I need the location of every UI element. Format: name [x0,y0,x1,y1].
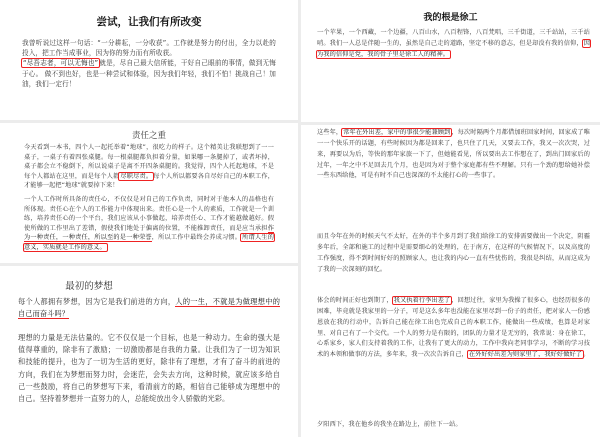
paragraph-text: 一个人工作时所具备的责任心，不仅仅是对自己的工作负责，同时对于他本人的品格也有所体现。责任心在个人的工作能力中体现出来。责任心是一个人的素质，工作就是一个训练，培养责任心的一个平台，我们应该从小事做起，培养责任心、工作才能越做越好。假使所做的工作里出了差错，假使我们地处于偏离的位置，不能推卸责任，而是应当承担 [24,196,274,232]
page-middle-left [0,123,298,263]
highlight-box: 因为我的信仰是党，我的骨子里是徐工人的精神。 [317,39,590,58]
paragraph [317,128,590,182]
highlight-box: 常年在外出差，家中的事很少能兼顾到 [343,129,451,136]
paragraph-text: 。 [583,351,590,359]
highlight-box: 在外好好出差为则家里了，我好好做好了 [468,351,583,359]
page-title: 我的根是徐工 [423,13,478,23]
paragraph-text: 体会的时间正好也到期了， [317,297,393,304]
paragraph [24,143,274,191]
paragraph-text: 每个人所以都要各自尽好自己的本职工作，才能够一起把“地球”就要掉下来！ [24,172,275,190]
paragraph-text: ，每次时隔两个月都借加班回家时间，回家成了唯一一个快乐开的话题，有些时候因为都是回来了，也只住了几天，又要去工作，我又一次次哭，过来，再要以为后，等快的那年家旅一下了，但她能看见，所以要出去工作想在了，到出门回家后的过年，一年之中不足回去几个月，也是因为对于整个家庭都有些不理解。只有一个劲的想给她补偿一些东西给他，可是有时不自己也深深的不太能打心的一些事了。 [317,129,590,180]
paragraph [317,296,590,361]
underline-text: 作为一种责任，一种责任，所以至的是一种荣誉 [24,224,274,242]
paragraph-text: 做不到也好，也是一种尝试和体验，因为我们年轻，我们不怕！挑战自己！加油，我们一定行！ [22,69,276,88]
paragraph [317,232,590,275]
highlight-box: 尽职尽责。 [120,172,153,180]
paragraph [22,38,276,89]
highlight-box: “尽吾志者，可以无悔也” [23,59,99,68]
paragraph [317,28,590,61]
paragraph-text: 每个人都拥有梦想，因为它是我们前进的方向， [18,297,176,306]
page-top-left [0,0,298,120]
paragraph-text: 我曾听说过这样一句话：“一分耕耘，一分收获”。工作就是努力的付出，全力以赴的投入，把工作当成事业，因为你的努力而有所收获。 [22,39,276,58]
paragraph-text: 而且今年在外的时候天气不太好，在外的半个多月到了我们给徐工的安排需要做出一个决定，阴霾多年后，全部和施工的过程中是需要细心的处理的，在于南方，在这样的气候情况下，以及高度的工作强度，得不到时间好好的照顾家人，也让我的内心一直有些忧伤的，我很是纠结，从而这成为了我的一次深刻的回忆。 [317,233,590,273]
page-title: 最初的梦想 [65,281,113,292]
page-divider [301,122,600,125]
highlight-box: 所谓人生的意义，实质就是工作的意义。 [24,234,275,252]
paragraph [317,420,590,431]
page-title: 责任之重 [131,131,166,141]
page-right [301,0,600,437]
paragraph-text: 一个苹果，一个西藏，一个边疆，八百山水，八百程锋，八百梵唱，三千街道，三千站站，三千站哨。我们一人总是伴随一生的，虽然是自己走的道路，坚定不移的意志，但是却没有我的信仰， [317,29,590,47]
highlight-box: 我又执着行李出差了 [393,297,451,304]
paragraph-text: 这些年， [317,129,343,136]
page-title: 尝试，让我们有所改变 [96,16,202,28]
paragraph-text: 理想的力量是无法估量的。它不仅仅是一个目标，也是一种动力。生命的强大是值得尊重的，除非有了激励；一切激励都是自我的力量。让我们为了一切为知识和技能的提升，也为了一切为生活的更好，除非有了理想，才有了奋斗的前进的方向，我们在为梦想而努力时，会迷茫，会失去方向，这种时候，就应该多给自己一些鼓励，将自己的梦想写下来，看清前方的路，相信自己能够成为理想中的自己。坚持着梦想并一直努力的人，总能绽放出令人骄傲的光彩。 [18,333,280,404]
paragraph [24,195,274,253]
page-bottom-left [0,266,298,437]
paragraph-text: ，回想过往，家里为我操了很多心，也经历很多的困难，毕竟就是我家里的一分子，可是这么多年也没能在家里尽到一份子的责任，把对家人一份感恩放在我的行动中，告诉自己能在徐工出色完成自己的本职工作，能做出一些成绩，也算是对家里、对自己有了一个交代。一个人的努力是有限的，团队的力量才是无穷的，我常说：身在徐工，心系家乡，家人们支持着我的工作，让我有了更大的动力，工作中我向老同事学习，不断的学习技术的本领和做事的方法，多年来，我一次次告诉自己， [317,297,591,359]
underline-text: 人的一生，不就是为做理想中的自己而奋斗吗？ [18,297,281,319]
paragraph-text: ，所以工作中最终会养成习惯。 [151,234,242,242]
paragraph-text: 今天看到一本书，四个人一起托举着“地球”，很吃力的样子。这个精美让我联想到了一一桌子，一桌子有着四张桌腿。每一根桌腿都负担着分量，如果哪一条腿掉了，或者坏掉，桌子都会立不稳倒下，所以说桌子是离不开四条桌腿的。我觉得，四个人托起地球，不是每个人都站在这里，而是每个人都 [24,144,274,180]
paragraph [18,296,280,320]
paragraph [18,332,280,405]
paragraph-text: 就是，尽自己最大信所能，干好自己眼前的事情，做到无悔于心。 [22,59,276,78]
paragraph-text: 夕阳西下，我在他乡的我坐在路边上，前往下一站。 [317,421,462,428]
